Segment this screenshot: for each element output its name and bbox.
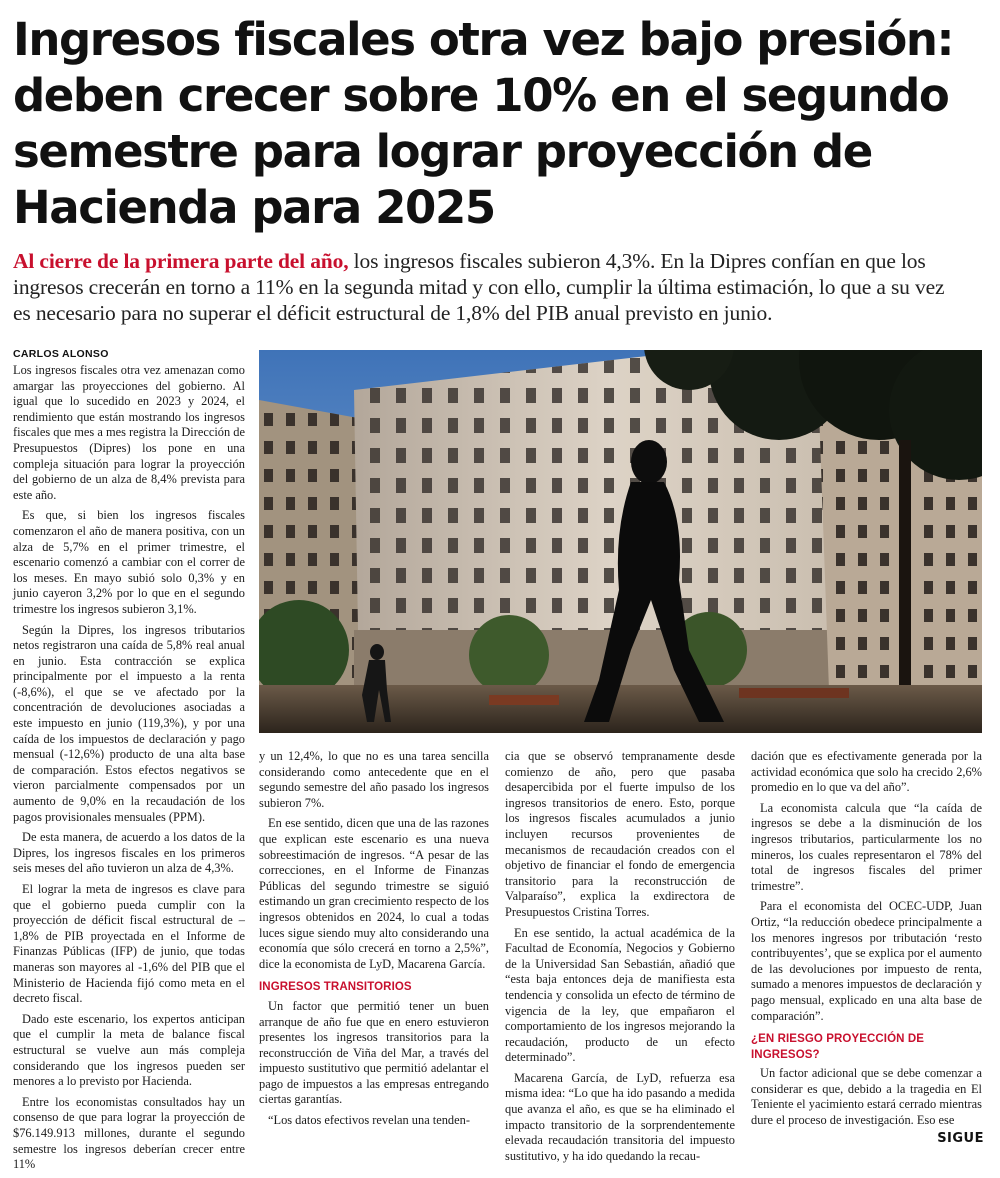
lede-highlight: Al cierre de la primera parte del año, — [13, 249, 349, 273]
article-column-2 — [259, 749, 489, 1134]
building-photo-pedestrian — [259, 350, 982, 733]
paragraph: Dado este escenario, los expertos anticipan que el cumplir la meta de balance fiscal estructural se vuelve aun más compleja considerando que los ingresos pueden ser menores a lo previsto por Hacienda. — [13, 1011, 245, 1089]
paragraph: El lograr la meta de ingresos es clave para que el gobierno pueda cumplir con la proyección de déficit fiscal estructural de –1,8% de PIB proyectada en el Informe de Finanzas Públicas (IFP) de junio, que todas maneras son mayores al -1,6% del PIB que el Ministerio de Hacienda fijó como meta en el decreto fiscal. — [13, 882, 245, 1006]
paragraph: Un factor adicional que se debe comenzar a considerar es que, debido a la tragedia en El Teniente el yacimiento estará cerrado mientras dure el proceso de investigación. Eso ese — [751, 1066, 982, 1128]
paragraph: En ese sentido, la actual académica de la Facultad de Economía, Negocios y Gobierno de la Universidad San Sebastián, añadió que “esta baja entonces deja de manifiesta esta tendencia y consolida un efecto de término de vigencia de la ley, que empañaron el comportamiento de los ingresos mejorando la recaudación, producto de un efecto determinado”. — [505, 925, 735, 1065]
paragraph: y un 12,4%, lo que no es una tarea sencilla considerando como antecedente que en el segundo semestre del año pasado los ingresos subieron 7%. — [259, 749, 489, 810]
paragraph: Según la Dipres, los ingresos tributarios netos registraron una caída de 5,8% real anual en junio. Esta contracción se explica principalmente por el impuesto a la renta (-8,6%), el que se ve afectado por la concentración de devoluciones asociadas a este impuesto en junio (119,3%), y por una caída de los impuestos de declaración y pago mensual (-12,6%) producto de una alta base de comparación. Estos efectos negativos se vieron parcialmente compensados por un aumento de 9,0% en la recaudación de los pagos provisionales mensuales (PPM). — [13, 622, 245, 824]
paragraph: dación que es efectivamente generada por la actividad económica que solo ha crecido 2,6% promedio en lo que va del año”. — [751, 749, 982, 795]
paragraph: Para el economista del OCEC-UDP, Juan Ortiz, “la reducción obedece principalmente a los menores ingresos por tributación ‘resto contribuyentes’, que se explica por el aumento de las devoluciones por impuesto de renta, sumado a menores impuestos de declaración y pago mensual, explicado en una alta base de comparación”. — [751, 899, 982, 1023]
headline-line: Ingresos fiscales otra vez bajo presión: — [13, 13, 954, 66]
continue-label: SIGUE — [937, 1131, 984, 1146]
paragraph: De esta manera, de acuerdo a los datos de la Dipres, los ingresos fiscales en los primeros seis meses del año tuvieron un alza de 4,3%. — [13, 830, 245, 876]
article-column-1 — [13, 363, 245, 1178]
headline-line: Hacienda para 2025 — [13, 181, 495, 234]
paragraph: Es que, si bien los ingresos fiscales comenzaron el año de manera positiva, con un alza de 5,7% en el primer trimestre, el escenario comenzó a cambiar con el correr de los meses. En mayo subió solo 0,3% y en junio cayeron 3,2% por lo que en el segundo trimestre los ingresos subieron 3,1%. — [13, 508, 245, 616]
paragraph: Entre los economistas consultados hay un consenso de que para lograr la proyección de $76.149.913 millones, durante el segundo semestre los ingresos deberían crecer entre 11% — [13, 1094, 245, 1172]
lede-line-rest: los ingresos fiscales subieron 4,3%. En la Dipres confían en que los — [348, 249, 926, 273]
section-heading: ¿EN RIESGO PROYECCIÓN DE INGRESOS? — [751, 1033, 925, 1061]
headline — [13, 12, 988, 236]
headline-line: deben crecer sobre 10% en el segundo — [13, 69, 949, 122]
lede-line: es necesario para no superar el déficit estructural de 1,8% del PIB anual previsto en junio. — [13, 301, 773, 325]
paragraph: En ese sentido, dicen que una de las razones que explican este escenario es una nueva sobreestimación de ingresos. “A pesar de las correcciones, en el Informe de Finanzas Públicas del segundo trimestre se siguió estimando un gran crecimiento respecto de los ingresos obtenidos en 2024, lo cual a todas luces sigue siendo muy alto considerando una economía que sólo crecerá en torno a 2,5%”, dice la economista de LyD, Macarena García. — [259, 816, 489, 971]
article-column-3 — [505, 749, 735, 1169]
paragraph: “Los datos efectivos revelan una tenden- — [268, 1113, 470, 1128]
headline-line: semestre para lograr proyección de — [13, 125, 872, 178]
article-column-4 — [751, 749, 982, 1134]
lede-line: ingresos crecerán en torno a 11% en la segunda mitad y con ello, cumplir la última estimación, lo que a su vez — [13, 275, 945, 299]
paragraph: Macarena García, de LyD, refuerza esa misma idea: “Lo que ha ido pasando a medida que avanza el año, es que se ha eliminado el impacto transitorio de la sorprendentemente elevada recaudación transitoria del impuesto sustitutivo, y ha ido quedando la recau- — [505, 1070, 735, 1163]
paragraph: La economista calcula que “la caída de ingresos se debe a la disminución de los ingresos tributarios, particularmente los no mineros, los cuales representaron el 78% del total de ingresos fiscales del primer trimestre”. — [751, 800, 982, 893]
paragraph: cia que se observó tempranamente desde comienzo de año, pero que pasaba desapercibida por el fuerte impulso de los ingresos transitorios de enero. Esto, porque los ingresos fiscales acumulados a junio incluyen recursos provenientes de mecanismos de recaudación creados con el objetivo de financiar el fondo de emergencia transitorio para la reconstrucción de Valparaíso”, explica la exdirectora de Presupuestos Cristina Torres. — [505, 749, 735, 919]
paragraph: Un factor que permitió tener un buen arranque de año fue que en enero estuvieron presentes los ingresos transitorios para la reconstrucción de Viña del Mar, a través del impuesto sustitutivo que permitió adelantar el pago de impuestos a las empresas entregando ciertas garantías. — [259, 998, 489, 1107]
photo-illustration — [259, 350, 982, 733]
byline: CARLOS ALONSO — [13, 348, 109, 360]
lede — [13, 248, 988, 326]
section-heading: INGRESOS TRANSITORIOS — [259, 981, 412, 994]
paragraph: Los ingresos fiscales otra vez amenazan como amargar las proyecciones del gobierno. Al igual que lo sucedido en 2023 y 2024, el rendimiento que están mostrando los ingresos fiscales que mes a mes registra la Dirección de Presupuestos (Dipres) los pone en una compleja situación para lograr la proyección del gobierno de un alza de 8,4% prevista para este año. — [13, 363, 245, 502]
lede-line — [13, 248, 988, 274]
